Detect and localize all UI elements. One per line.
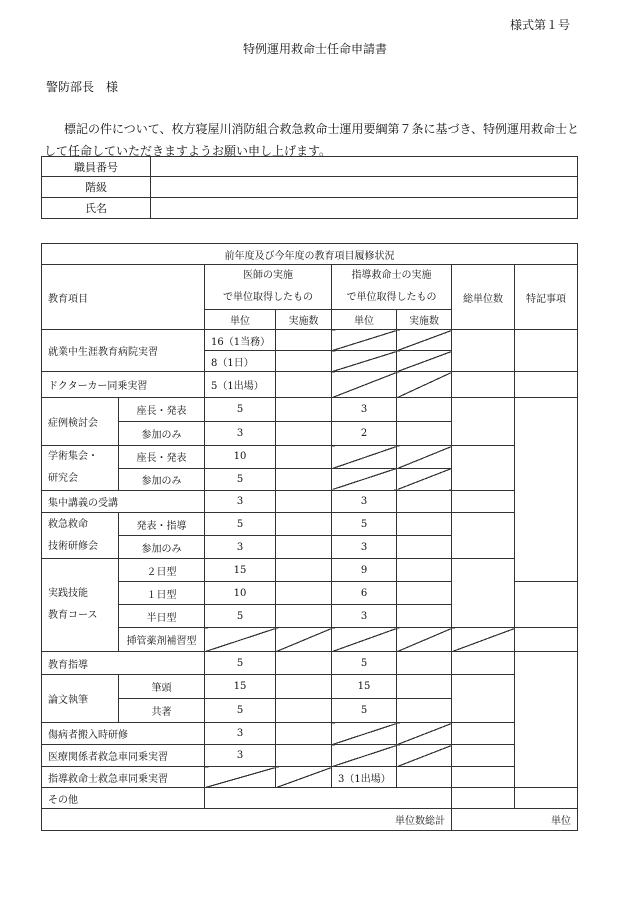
case-attend-doc-units: 3 [205,422,276,446]
sub-instructor-count: 実施数 [397,310,452,330]
addressee: 警防部長 様 [46,80,119,94]
diagonal-cell [397,372,452,398]
total-units-cell[interactable] [452,446,515,491]
case-chair-ins-count[interactable] [397,398,452,422]
two-day-label: ２日型 [119,559,205,582]
one-day-doc-count[interactable] [276,582,332,605]
table-row [42,559,578,582]
academic-chair-label: 座長・発表 [119,446,205,469]
doctor-car-doc-count[interactable] [276,372,332,398]
item-workshop [42,513,119,559]
two-day-ins-count[interactable] [397,559,452,582]
academic-attend-doc-units: 5 [205,468,276,491]
sub-doctor-units: 単位 [205,310,276,330]
col-doctor-header [205,265,332,310]
remarks-cell[interactable] [515,398,578,582]
table-row [42,675,578,699]
table-row [42,745,578,767]
academic-chair-doc-count[interactable] [276,446,332,469]
teaching-ins-units: 5 [332,652,397,675]
diagonal-cell [397,468,452,491]
item-workshop-line1: 救急救命 [48,518,88,530]
other-detail-cell[interactable] [205,788,452,809]
item-intensive: 集中講義の受講 [42,491,205,513]
col-education-item: 教育項目 [42,265,205,330]
intensive-doc-units: 3 [205,491,276,513]
name-field[interactable] [151,198,578,219]
item-workshop-line2: 技術研修会 [48,540,98,552]
total-units-cell[interactable] [452,745,515,767]
diagonal-cell [332,745,397,767]
diagonal-cell [332,372,397,398]
body-text: 標記の件について、枚方寝屋川消防組合救急救命士運用要綱第７条に基づき、特例運用救命士として任命していただきますようお願い申し上げます。 [44,122,580,158]
intensive-doc-count[interactable] [276,491,332,513]
table-row [42,513,578,536]
two-day-doc-count[interactable] [276,559,332,582]
table-row [42,372,578,398]
workshop-attend-doc-units: 3 [205,536,276,559]
two-day-ins-units: 9 [332,559,397,582]
paper-co-label: 共著 [119,699,205,723]
medical-ride-doc-units: 3 [205,745,276,767]
total-units-cell[interactable] [452,788,515,809]
paper-co-ins-units: 5 [332,699,397,723]
paper-lead-doc-count[interactable] [276,675,332,699]
item-other: その他 [42,788,205,809]
total-units-cell[interactable] [452,513,515,559]
table-row [42,628,578,652]
diagonal-cell [397,351,452,372]
intubation-label: 挿管薬剤補習型 [119,628,205,652]
workshop-attend-ins-units: 3 [332,536,397,559]
case-attend-doc-count[interactable] [276,422,332,446]
half-day-ins-units: 3 [332,605,397,628]
table-row [42,398,578,422]
table-row [42,788,578,809]
workshop-attend-ins-count[interactable] [397,536,452,559]
table-row [42,491,578,513]
one-day-doc-units: 10 [205,582,276,605]
diagonal-cell [332,446,397,469]
col-instructor-header [332,265,452,310]
col-doctor-line2: で単位取得したもの [223,292,313,303]
total-units-cell[interactable] [452,652,515,675]
paper-lead-doc-units: 15 [205,675,276,699]
diagonal-cell [332,628,397,652]
case-chair-label: 座長・発表 [119,398,205,422]
item-practical-line1: 実践技能 [48,588,88,599]
education-history-table [41,243,578,831]
item-academic [42,446,119,491]
table-row [42,723,578,745]
diagonal-cell [397,330,452,351]
history-caption: 前年度及び今年度の教育項目履修状況 [42,244,578,265]
workshop-present-ins-units: 5 [332,513,397,536]
diagonal-cell [452,628,515,652]
instructor-ride-ins-count[interactable] [397,767,452,788]
half-day-label: 半日型 [119,605,205,628]
total-units-cell[interactable] [452,675,515,723]
workshop-present-doc-count[interactable] [276,513,332,536]
one-day-label: １日型 [119,582,205,605]
total-label: 単位数総計 [42,809,452,831]
diagonal-cell [397,628,452,652]
case-chair-doc-units: 5 [205,398,276,422]
workshop-present-label: 発表・指導 [119,513,205,536]
half-day-doc-count[interactable] [276,605,332,628]
one-day-ins-units: 6 [332,582,397,605]
transport-doc-count[interactable] [276,723,332,745]
staff-number-label: 職員番号 [42,157,151,177]
clinical-doc-units-2: 8（1日） [205,351,276,372]
table-row [42,330,578,351]
item-practical [42,559,119,652]
sub-instructor-units: 単位 [332,310,397,330]
case-chair-ins-units: 3 [332,398,397,422]
total-units-cell[interactable] [452,559,515,628]
case-attend-ins-units: 2 [332,422,397,446]
remarks-cell[interactable] [515,652,578,788]
medical-ride-doc-count[interactable] [276,745,332,767]
total-unit: 単位 [452,809,578,831]
paper-co-doc-units: 5 [205,699,276,723]
teaching-doc-count[interactable] [276,652,332,675]
diagonal-cell [397,446,452,469]
item-practical-line2: 教育コース [48,610,98,621]
form-title: 特例運用救命士任命申請書 [242,42,387,56]
one-day-ins-count[interactable] [397,582,452,605]
diagonal-cell [397,745,452,767]
teaching-ins-count[interactable] [397,652,452,675]
remarks-cell[interactable] [515,330,578,372]
item-academic-line1: 学術集会・ [48,451,98,462]
case-attend-ins-count[interactable] [397,422,452,446]
col-remarks: 特記事項 [515,265,578,330]
item-case-review: 症例検討会 [42,398,119,446]
total-units-cell[interactable] [452,491,515,513]
workshop-attend-label: 参加のみ [119,536,205,559]
total-units-cell[interactable] [452,767,515,788]
total-units-cell[interactable] [452,372,515,398]
col-instructor-line2: で単位取得したもの [346,292,437,303]
intensive-ins-count[interactable] [397,491,452,513]
col-total-units: 総単位数 [452,265,515,330]
paper-co-ins-count[interactable] [397,699,452,723]
col-doctor-line1: 医師の実施 [243,270,293,281]
workshop-present-doc-units: 5 [205,513,276,536]
remarks-cell[interactable] [515,372,578,398]
item-teaching: 教育指導 [42,652,205,675]
table-row [42,652,578,675]
diagonal-cell [397,723,452,745]
total-units-cell[interactable] [452,330,515,372]
workshop-present-ins-count[interactable] [397,513,452,536]
diagonal-cell [332,330,397,351]
total-units-cell[interactable] [452,398,515,446]
remarks-cell[interactable] [515,788,578,809]
teaching-doc-units: 5 [205,652,276,675]
half-day-ins-count[interactable] [397,605,452,628]
academic-chair-doc-units: 10 [205,446,276,469]
academic-attend-label: 参加のみ [119,468,205,491]
transport-doc-units: 3 [205,723,276,745]
case-attend-label: 参加のみ [119,422,205,446]
diagonal-cell [276,767,332,788]
remarks-cell[interactable] [515,628,578,652]
clinical-doc-units-1: 16（1当務） [205,330,276,351]
case-chair-doc-count[interactable] [276,398,332,422]
diagonal-cell [332,723,397,745]
diagonal-cell [332,351,397,372]
clinical-doc-count-2[interactable] [276,351,332,372]
item-doctor-car: ドクターカー同乗実習 [42,372,205,398]
instructor-ride-ins-units: 3（1出場） [332,767,397,788]
applicant-table [41,156,578,219]
item-paper: 論文執筆 [42,675,119,723]
paper-lead-ins-units: 15 [332,675,397,699]
name-label: 氏名 [42,198,151,219]
table-row [42,767,578,788]
paper-lead-label: 筆頭 [119,675,205,699]
item-instructor-ride: 指導救命士救急車同乗実習 [42,767,205,788]
form-number: 様式第１号 [510,18,571,32]
rank-label: 階級 [42,177,151,198]
two-day-doc-units: 15 [205,559,276,582]
item-transport: 傷病者搬入時研修 [42,723,205,745]
item-medical-ride: 医療関係者救急車同乗実習 [42,745,205,767]
paper-co-doc-count[interactable] [276,699,332,723]
doctor-car-doc-units: 5（1出場） [205,372,276,398]
paper-lead-ins-count[interactable] [397,675,452,699]
sub-doctor-count: 実施数 [276,310,332,330]
staff-number-field[interactable] [151,157,578,177]
diagonal-cell [205,628,276,652]
diagonal-cell [276,628,332,652]
academic-attend-doc-count[interactable] [276,468,332,491]
table-row [42,809,578,831]
item-clinical: 就業中生涯教育病院実習 [42,330,205,372]
col-instructor-line1: 指導救命士の実施 [351,270,432,281]
workshop-attend-doc-count[interactable] [276,536,332,559]
diagonal-cell [205,767,276,788]
rank-field[interactable] [151,177,578,198]
half-day-doc-units: 5 [205,605,276,628]
item-academic-line2: 研究会 [48,473,78,484]
intensive-ins-units: 3 [332,491,397,513]
clinical-doc-count-1[interactable] [276,330,332,351]
total-units-cell[interactable] [452,723,515,745]
table-row [42,446,578,469]
diagonal-cell [332,468,397,491]
